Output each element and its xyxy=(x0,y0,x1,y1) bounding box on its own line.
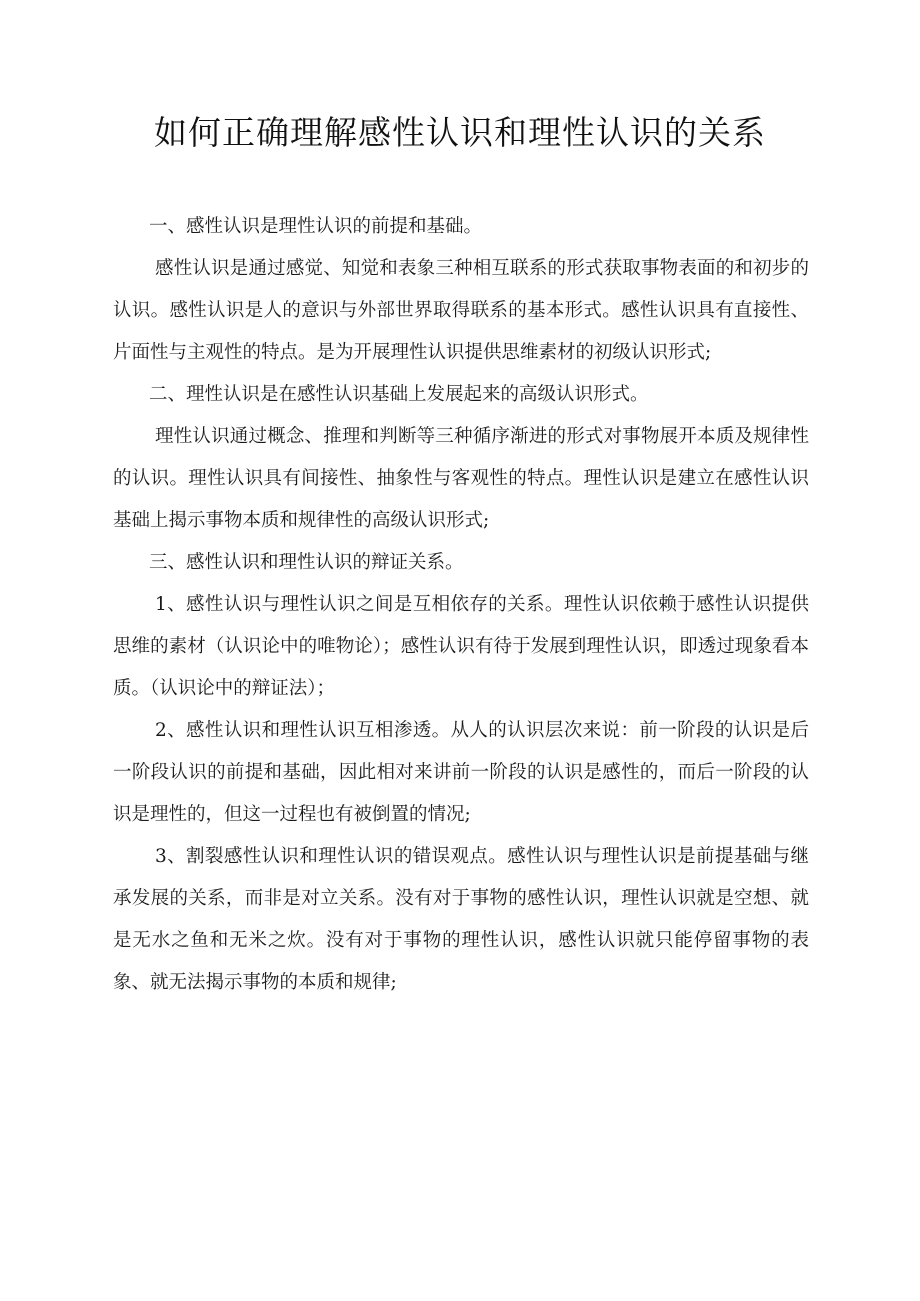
section-heading-3: 三、感性认识和理性认识的辩证关系。 xyxy=(149,552,464,573)
section-heading-1: 一、感性认识是理性认识的前提和基础。 xyxy=(149,216,483,237)
section-heading-2: 二、理性认识是在感性认识基础上发展起来的高级认识形式。 xyxy=(149,384,649,405)
paragraph-point-3: 3、割裂感性认识和理性认识的错误观点。感性认识与理性认识是前提基础与继承发展的关系，而非是对立关系。没有对于事物的感性认识，理性认识就是空想、就是无水之鱼和无米之炊。没有对于事物的理性认识，感性认识就只能停留事物的表象、就无法揭示事物的本质和规律; xyxy=(113,846,809,993)
paragraph-perceptual-knowledge: 感性认识是通过感觉、知觉和表象三种相互联系的形式获取事物表面的和初步的认识。感性认识是人的意识与外部世界取得联系的基本形式。感性认识具有直接性、片面性与主观性的特点。是为开展理性认识提供思维素材的初级认识形式; xyxy=(113,258,809,363)
paragraph-rational-knowledge: 理性认识通过概念、推理和判断等三种循序渐进的形式对事物展开本质及规律性的认识。理性认识具有间接性、抽象性与客观性的特点。理性认识是建立在感性认识基础上揭示事物本质和规律性的高级认识形式; xyxy=(113,426,809,531)
paragraph-point-1: 1、感性认识与理性认识之间是互相依存的关系。理性认识依赖于感性认识提供思维的素材（认识论中的唯物论）；感性认识有待于发展到理性认识，即透过现象看本质。（认识论中的辩证法）； xyxy=(113,594,809,699)
paragraph-point-2: 2、感性认识和理性认识互相渗透。从人的认识层次来说：前一阶段的认识是后一阶段认识的前提和基础，因此相对来讲前一阶段的认识是感性的，而后一阶段的认识是理性的，但这一过程也有被倒置的情况; xyxy=(113,720,809,825)
document-body xyxy=(113,206,809,1004)
document-title: 如何正确理解感性认识和理性认识的关系 xyxy=(154,113,766,152)
